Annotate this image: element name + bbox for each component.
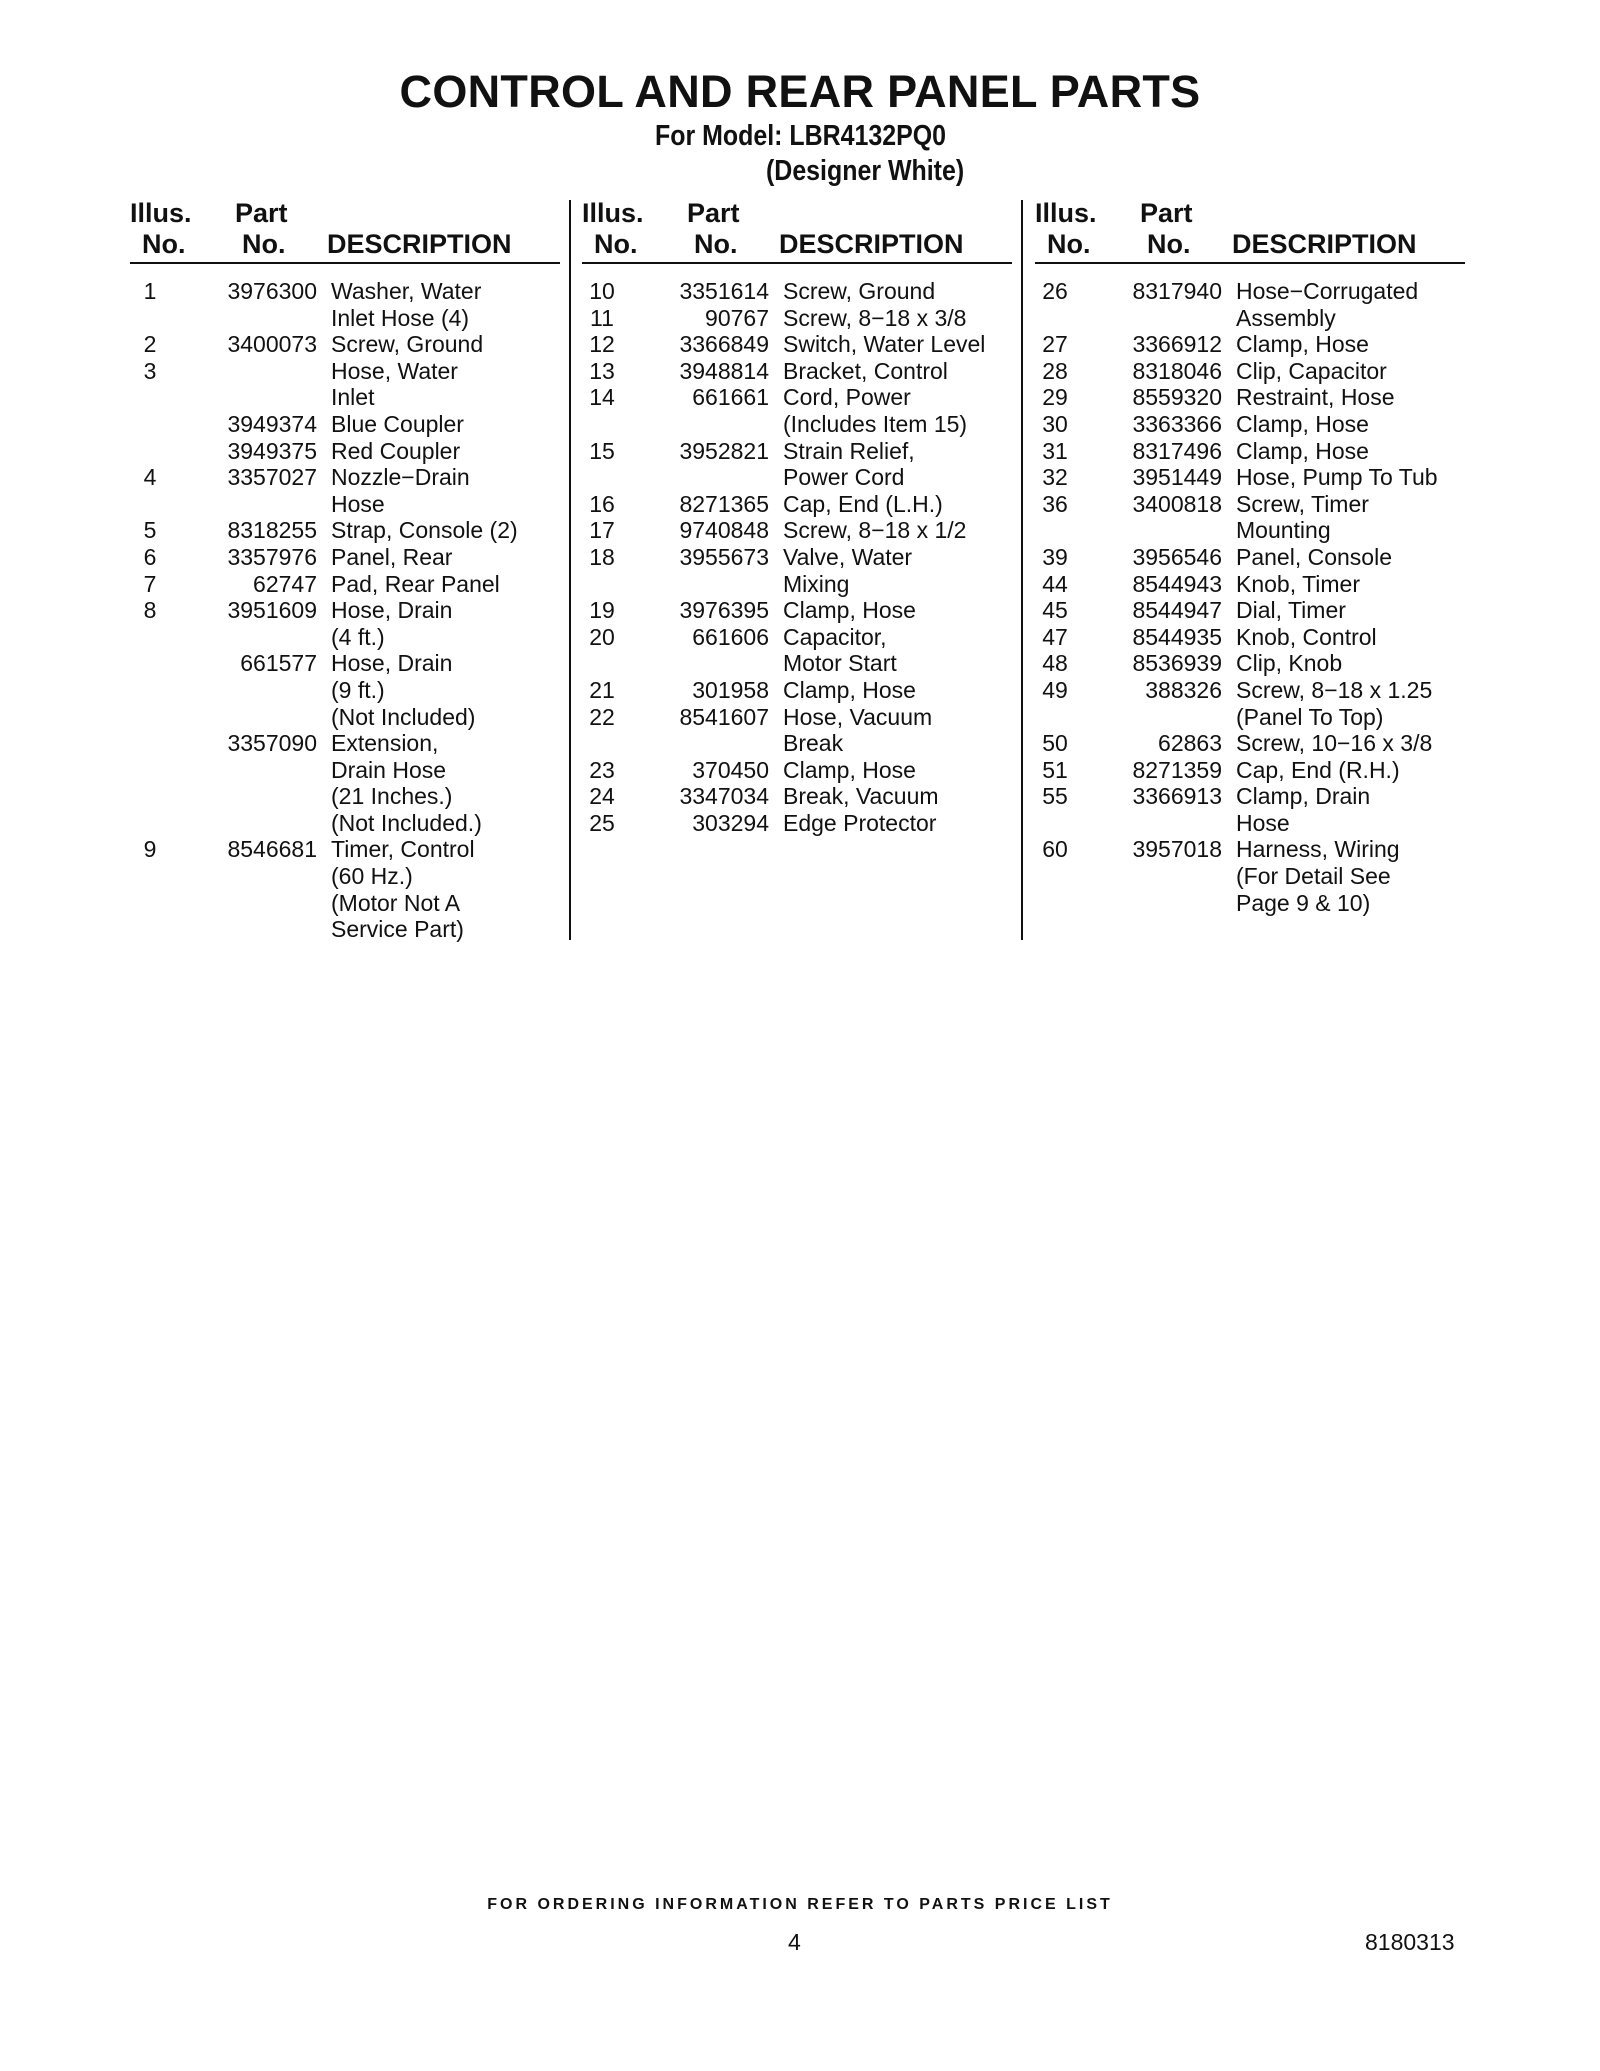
- illus-number: 5: [143, 517, 157, 544]
- part-description: Red Coupler: [331, 437, 461, 464]
- part-description: Panel, Console: [1236, 543, 1392, 570]
- table-row: [1035, 438, 1465, 465]
- table-row: [1035, 650, 1465, 677]
- illus-number: 30: [1042, 410, 1068, 437]
- part-number: 8559320: [1132, 384, 1222, 411]
- part-number: 3948814: [679, 357, 769, 384]
- part-description: Clip, Capacitor: [1236, 357, 1387, 384]
- parts-list: [130, 278, 560, 943]
- illus-number: 7: [143, 570, 157, 597]
- page-number: 4: [788, 1929, 801, 1955]
- illus-number: 47: [1042, 623, 1068, 650]
- illus-number: 20: [589, 623, 615, 650]
- table-row: [130, 650, 560, 730]
- illus-number: 16: [589, 490, 615, 517]
- table-row: [130, 331, 560, 358]
- part-description: Clamp, Hose: [783, 756, 916, 783]
- part-number: 3366849: [679, 331, 769, 358]
- part-number: 3955673: [679, 543, 769, 570]
- part-description: Screw, 10−16 x 3/8: [1236, 730, 1433, 757]
- part-number: 8318255: [227, 517, 317, 544]
- part-description: Hose, Drain (9 ft.) (Not Included): [331, 650, 476, 730]
- part-number: 3357027: [227, 464, 317, 491]
- illus-number: 8: [143, 597, 157, 624]
- part-description: Blue Coupler: [331, 410, 464, 437]
- column-divider: [569, 200, 571, 940]
- part-number: 661606: [692, 623, 769, 650]
- table-row: [130, 278, 560, 331]
- illus-number: 36: [1042, 490, 1068, 517]
- table-row: [130, 517, 560, 544]
- document-number: 8180313: [1365, 1929, 1455, 1955]
- part-number: 3951449: [1132, 464, 1222, 491]
- part-number: 3976300: [227, 278, 317, 304]
- part-number: 3956546: [1132, 543, 1222, 570]
- illus-number: 28: [1042, 357, 1068, 384]
- parts-column-3: [1035, 198, 1465, 916]
- part-description: Washer, Water Inlet Hose (4): [331, 278, 482, 331]
- table-row: [582, 677, 1012, 704]
- part-description: Screw, Ground: [783, 278, 936, 304]
- illus-number: 26: [1042, 278, 1068, 304]
- part-description: Dial, Timer: [1236, 597, 1346, 624]
- part-description: Screw, Ground: [331, 331, 484, 358]
- table-row: [582, 810, 1012, 837]
- illus-number: 48: [1042, 650, 1068, 677]
- part-number: 8536939: [1132, 650, 1222, 677]
- part-description: Screw, Timer Mounting: [1236, 490, 1369, 544]
- ordering-note: FOR ORDERING INFORMATION REFER TO PARTS PRICE LIST: [487, 1896, 1113, 1913]
- part-number: 3957018: [1132, 836, 1222, 863]
- table-row: [1035, 464, 1465, 491]
- illus-number: 55: [1042, 783, 1068, 810]
- table-row: [130, 571, 560, 598]
- part-description: Timer, Control (60 Hz.) (Motor Not A Service Part): [331, 836, 475, 943]
- header-part: Part: [1140, 198, 1193, 228]
- illus-number: 50: [1042, 730, 1068, 757]
- illus-number: 22: [589, 703, 615, 730]
- part-number: 8317496: [1132, 437, 1222, 464]
- column-divider: [1021, 200, 1023, 940]
- part-number: 3949374: [227, 410, 317, 437]
- illus-number: [130, 650, 170, 730]
- illus-number: 27: [1042, 331, 1068, 358]
- part-number: 8544935: [1132, 623, 1222, 650]
- part-number: 3363366: [1132, 410, 1222, 437]
- part-description: Hose, Vacuum Break: [783, 703, 933, 757]
- part-description: Cap, End (R.H.): [1236, 756, 1400, 783]
- illus-number: 10: [589, 278, 615, 304]
- illus-number: 21: [589, 676, 615, 703]
- illus-number: 1: [143, 278, 157, 304]
- table-row: [582, 704, 1012, 757]
- part-description: Break, Vacuum: [783, 783, 939, 810]
- header-description: DESCRIPTION: [779, 229, 964, 259]
- illus-number: 11: [590, 304, 614, 331]
- illus-number: [130, 411, 170, 438]
- part-number: 3976395: [679, 597, 769, 624]
- illus-number: 3: [143, 357, 157, 384]
- part-description: Harness, Wiring (For Detail See Page 9 & 10): [1236, 836, 1400, 916]
- header-part: Part: [687, 198, 740, 228]
- part-number: 661577: [240, 650, 317, 677]
- part-description: Screw, 8−18 x 1/2: [783, 517, 967, 544]
- part-number: 3366913: [1132, 783, 1222, 810]
- table-row: [1035, 491, 1465, 544]
- part-number: 8544947: [1132, 597, 1222, 624]
- table-row: [1035, 544, 1465, 571]
- part-number: 8541607: [679, 703, 769, 730]
- parts-column-2: [582, 198, 1012, 836]
- part-description: Bracket, Control: [783, 357, 948, 384]
- illus-number: 39: [1042, 543, 1068, 570]
- part-description: Hose, Water Inlet: [331, 357, 458, 411]
- table-row: [1035, 677, 1465, 730]
- part-number: [170, 358, 317, 411]
- table-row: [130, 730, 560, 836]
- illus-number: 9: [143, 836, 157, 863]
- illus-number: 29: [1042, 384, 1068, 411]
- table-row: [1035, 597, 1465, 624]
- table-row: [582, 305, 1012, 332]
- table-row: [1035, 783, 1465, 836]
- table-row: [582, 597, 1012, 624]
- header-part-no: No.: [694, 229, 738, 259]
- part-description: Valve, Water Mixing: [783, 543, 913, 597]
- illus-number: 18: [589, 543, 615, 570]
- table-row: [582, 438, 1012, 491]
- part-description: Screw, 8−18 x 1.25 (Panel To Top): [1236, 676, 1433, 730]
- part-description: Restraint, Hose: [1236, 384, 1395, 411]
- table-row: [582, 544, 1012, 597]
- part-description: Nozzle−Drain Hose: [331, 464, 470, 517]
- illus-number: 49: [1042, 676, 1068, 703]
- part-number: 303294: [692, 809, 769, 836]
- table-row: [582, 278, 1012, 305]
- illus-number: 6: [143, 543, 157, 570]
- part-number: 301958: [692, 676, 769, 703]
- table-row: [582, 331, 1012, 358]
- part-description: Cap, End (L.H.): [783, 490, 943, 517]
- part-description: Capacitor, Motor Start: [783, 623, 897, 677]
- part-number: 3400073: [227, 331, 317, 358]
- part-number: 8318046: [1132, 357, 1222, 384]
- table-row: [582, 358, 1012, 385]
- part-description: Screw, 8−18 x 3/8: [783, 304, 967, 331]
- illus-number: [130, 730, 170, 836]
- part-number: 3357976: [227, 543, 317, 570]
- illus-number: 60: [1042, 836, 1068, 863]
- table-row: [582, 517, 1012, 544]
- part-description: Hose−Corrugated Assembly: [1236, 278, 1419, 331]
- part-description: Clamp, Hose: [783, 597, 916, 624]
- table-row: [1035, 836, 1465, 916]
- illus-number: 25: [589, 809, 615, 836]
- header-part-no: No.: [242, 229, 286, 259]
- illus-number: 51: [1042, 756, 1068, 783]
- part-number: 3366912: [1132, 331, 1222, 358]
- table-row: [582, 757, 1012, 784]
- column-header: [130, 198, 560, 264]
- table-row: [130, 358, 560, 411]
- illus-number: 24: [589, 783, 615, 810]
- part-description: Cord, Power (Includes Item 15): [783, 384, 968, 437]
- header-illus: Illus.: [1035, 198, 1097, 228]
- header-illus-no: No.: [594, 229, 638, 259]
- part-number: 8271359: [1132, 756, 1222, 783]
- part-number: 8317940: [1132, 278, 1222, 304]
- illus-number: 19: [589, 597, 615, 624]
- illus-number: 44: [1042, 570, 1068, 597]
- illus-number: 2: [143, 331, 157, 358]
- part-number: 8544943: [1132, 570, 1222, 597]
- part-number: 90767: [705, 304, 769, 331]
- header-part-no: No.: [1147, 229, 1191, 259]
- illus-number: 32: [1042, 464, 1068, 491]
- illus-number: 45: [1042, 597, 1068, 624]
- table-row: [1035, 757, 1465, 784]
- part-description: Strap, Console (2): [331, 517, 518, 544]
- header-description: DESCRIPTION: [1232, 229, 1417, 259]
- illus-number: 13: [589, 357, 615, 384]
- header-illus: Illus.: [582, 198, 644, 228]
- part-number: 661661: [692, 384, 769, 411]
- part-number: 3952821: [679, 437, 769, 464]
- part-number: 3347034: [679, 783, 769, 810]
- model-line: For Model: LBR4132PQ0: [655, 120, 947, 152]
- table-row: [130, 544, 560, 571]
- table-row: [130, 438, 560, 465]
- illus-number: 23: [589, 756, 615, 783]
- table-row: [1035, 278, 1465, 331]
- header-illus-no: No.: [142, 229, 186, 259]
- table-row: [1035, 571, 1465, 598]
- table-row: [582, 491, 1012, 518]
- parts-list: [1035, 278, 1465, 916]
- table-row: [1035, 331, 1465, 358]
- table-row: [582, 384, 1012, 437]
- part-description: Clip, Knob: [1236, 650, 1343, 677]
- model-variant: (Designer White): [766, 155, 965, 187]
- table-row: [1035, 411, 1465, 438]
- table-row: [1035, 730, 1465, 757]
- part-description: Knob, Control: [1236, 623, 1377, 650]
- table-row: [582, 624, 1012, 677]
- part-number: 388326: [1145, 676, 1222, 703]
- part-number: 370450: [692, 756, 769, 783]
- part-description: Panel, Rear: [331, 543, 453, 570]
- illus-number: 12: [589, 331, 615, 358]
- part-description: Clamp, Hose: [783, 676, 916, 703]
- table-row: [582, 783, 1012, 810]
- table-row: [130, 836, 560, 942]
- part-number: 62747: [253, 570, 317, 597]
- parts-list: [582, 278, 1012, 836]
- part-description: Clamp, Drain Hose: [1236, 783, 1371, 836]
- part-description: Edge Protector: [783, 809, 937, 836]
- part-description: Clamp, Hose: [1236, 437, 1369, 464]
- part-number: 3351614: [679, 278, 769, 304]
- header-description: DESCRIPTION: [327, 229, 512, 259]
- part-description: Clamp, Hose: [1236, 410, 1369, 437]
- table-row: [1035, 384, 1465, 411]
- part-number: 62863: [1158, 730, 1222, 757]
- part-number: 3400818: [1132, 490, 1222, 517]
- table-row: [1035, 358, 1465, 385]
- table-row: [130, 597, 560, 650]
- column-header: [1035, 198, 1465, 264]
- part-number: 8546681: [227, 836, 317, 863]
- illus-number: 4: [143, 464, 157, 491]
- page-title: CONTROL AND REAR PANEL PARTS: [399, 66, 1201, 117]
- column-header: [582, 198, 1012, 264]
- part-description: Hose, Pump To Tub: [1236, 464, 1438, 491]
- illus-number: 15: [589, 437, 615, 464]
- header-illus-no: No.: [1047, 229, 1091, 259]
- table-row: [130, 411, 560, 438]
- part-number: 3357090: [227, 730, 317, 757]
- part-number: 3951609: [227, 597, 317, 624]
- part-description: Pad, Rear Panel: [331, 570, 500, 597]
- illus-number: [130, 438, 170, 465]
- part-description: Hose, Drain (4 ft.): [331, 597, 453, 650]
- part-number: 9740848: [679, 517, 769, 544]
- illus-number: 17: [589, 517, 615, 544]
- part-description: Extension, Drain Hose (21 Inches.) (Not Included.): [331, 730, 482, 836]
- part-description: Strain Relief, Power Cord: [783, 437, 915, 491]
- illus-number: 31: [1042, 437, 1068, 464]
- illus-number: 14: [589, 384, 615, 411]
- header-illus: Illus.: [130, 198, 192, 228]
- parts-column-1: [130, 198, 560, 943]
- part-number: 3949375: [227, 437, 317, 464]
- table-row: [1035, 624, 1465, 651]
- table-row: [130, 464, 560, 517]
- part-description: Clamp, Hose: [1236, 331, 1369, 358]
- part-description: Switch, Water Level: [783, 331, 986, 358]
- part-description: Knob, Timer: [1236, 570, 1360, 597]
- header-part: Part: [235, 198, 288, 228]
- part-number: 8271365: [679, 490, 769, 517]
